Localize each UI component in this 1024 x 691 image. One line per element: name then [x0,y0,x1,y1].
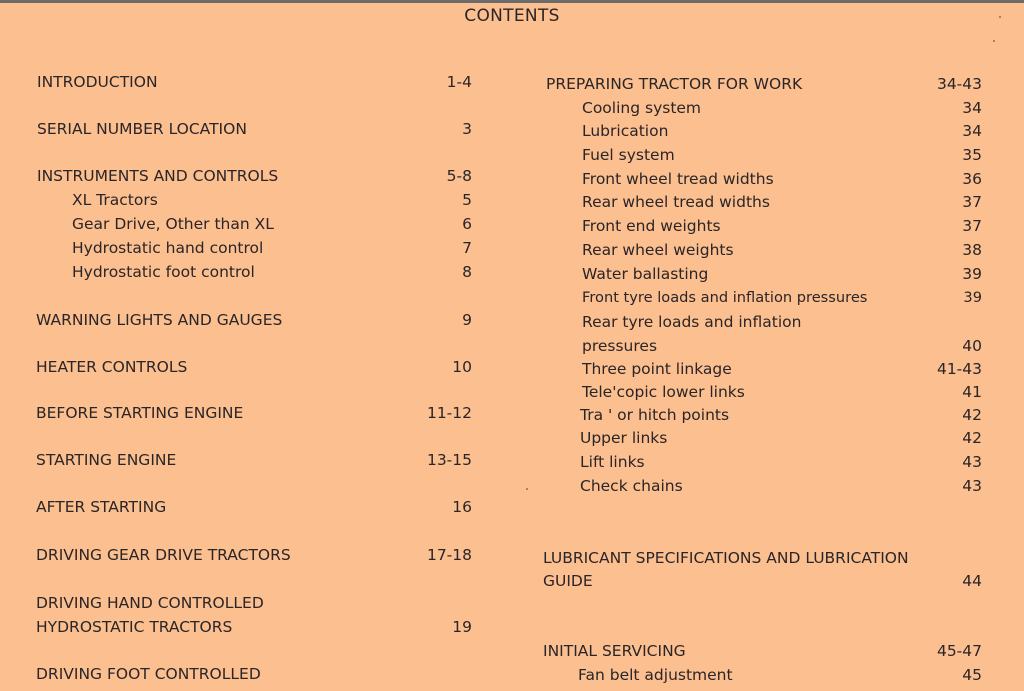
toc-entry-page: 9 [462,311,472,329]
toc-entry-label: DRIVING HAND CONTROLLED [36,594,264,612]
toc-entry-label: Tele'copic lower links [582,383,745,401]
toc-entry-label: Upper links [580,429,668,447]
toc-entry-page: 43 [962,453,982,471]
toc-entry-page: 43 [962,477,982,495]
toc-entry-page: 38 [962,241,982,259]
toc-entry-page: 34 [962,99,982,117]
toc-entry-label: INITIAL SERVICING [543,642,686,660]
toc-entry-label: BEFORE STARTING ENGINE [36,404,244,422]
toc-entry-page: 3 [462,120,472,138]
toc-entry-label: Fuel system [582,146,675,164]
toc-entry-page: 11-12 [426,404,472,422]
toc-entry-label: HYDROSTATIC TRACTORS [36,618,233,636]
toc-entry-page: 1-4 [446,73,472,91]
toc-entry-label: Fan belt adjustment [578,666,733,684]
toc-entry-label: Tra ' or hitch points [580,406,730,424]
page-title: CONTENTS [464,6,560,26]
toc-entry-label: Hydrostatic foot control [72,263,255,281]
toc-entry-page: 34-43 [936,75,982,93]
toc-entry-page: 5-8 [446,167,472,185]
toc-entry-page: 44 [962,572,982,590]
toc-entry-label: AFTER STARTING [36,498,167,516]
toc-entry-page: 6 [462,215,472,233]
toc-entry-label: LUBRICANT SPECIFICATIONS AND LUBRICATION [543,549,909,567]
toc-entry-page: 45-47 [936,642,982,660]
toc-entry-label: Front end weights [582,217,721,235]
toc-entry-page: 13-15 [426,451,472,469]
toc-entry-label: Rear wheel weights [582,241,734,259]
toc-entry-page: 40 [962,337,982,355]
toc-entry-page: 45 [962,666,982,684]
toc-entry-page: 17-18 [426,546,472,564]
toc-entry-page: 37 [962,217,982,235]
toc-entry-label: STARTING ENGINE [36,451,177,469]
toc-entry-label: XL Tractors [72,191,158,209]
toc-entry-label: DRIVING GEAR DRIVE TRACTORS [36,546,291,564]
toc-entry-page: 42 [962,406,982,424]
toc-entry-label: GUIDE [543,572,593,590]
toc-entry-label: Gear Drive, Other than XL [72,215,274,233]
toc-entry-page: 8 [462,263,472,281]
toc-entry-label: Front tyre loads and inflation pressures [582,289,868,306]
toc-entry-label: Three point linkage [582,360,732,378]
toc-entry-label: Cooling system [582,99,702,117]
toc-entry-label: INTRODUCTION [37,73,158,91]
toc-entry-label: Hydrostatic hand control [72,239,264,257]
toc-entry-page: 16 [452,498,472,516]
toc-entry-label: Check chains [580,477,683,495]
toc-entry-label: DRIVING FOOT CONTROLLED [36,665,261,683]
toc-entry-label: Lift links [580,453,645,471]
toc-entry-label: SERIAL NUMBER LOCATION [37,120,247,138]
toc-entry-label: pressures [582,337,658,355]
toc-entry-page: 42 [962,429,982,447]
toc-entry-page: 41-43 [936,360,982,378]
toc-entry-page: 37 [962,193,982,211]
toc-entry-page: 36 [962,170,982,188]
toc-entry-label: HEATER CONTROLS [36,358,188,376]
toc-entry-label: Rear wheel tread widths [582,193,770,211]
toc-entry-page: 39 [962,265,982,283]
toc-entry-page: 41 [962,383,982,401]
toc-entry-label: WARNING LIGHTS AND GAUGES [36,311,283,329]
toc-entry-page: 19 [452,618,472,636]
toc-entry-page: 5 [462,191,472,209]
toc-entry-label: PREPARING TRACTOR FOR WORK [546,75,803,93]
toc-entry-label: Rear tyre loads and inflation [582,313,802,331]
toc-entry-page: 10 [452,358,472,376]
toc-entry-label: INSTRUMENTS AND CONTROLS [37,167,279,185]
toc-entry-page: 7 [462,239,472,257]
toc-entry-page: 34 [962,122,982,140]
toc-entry-page: 39 [963,289,982,306]
toc-entry-label: Water ballasting [582,265,709,283]
toc-entry-label: Lubrication [582,122,669,140]
toc-entry-label: Front wheel tread widths [582,170,774,188]
toc-entry-page: 35 [962,146,982,164]
